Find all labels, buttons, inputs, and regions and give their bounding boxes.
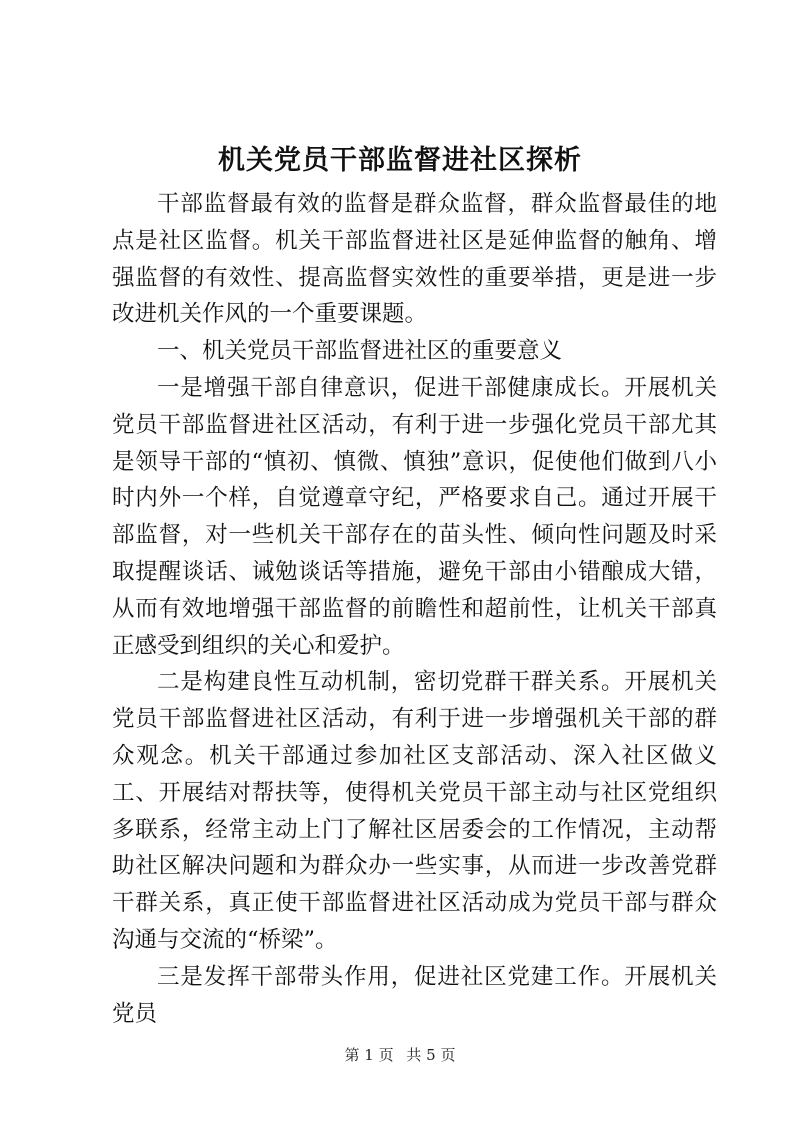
- page-number: 第 1 页: [344, 1046, 394, 1064]
- page-footer: [0, 1044, 800, 1065]
- intro-paragraph: 干部监督最有效的监督是群众监督，群众监督最佳的地点是社区监督。机关干部监督进社区是延伸监督的触角、增强监督的有效性、提高监督实效性的重要举措，更是进一步改进机关作风的一个重要课题。: [112, 191, 717, 328]
- page-total: 共 5 页: [406, 1046, 456, 1064]
- section-heading: 一、机关党员干部监督进社区的重要意义: [157, 338, 563, 365]
- document-title: 机关党员干部监督进社区探析: [218, 145, 582, 176]
- paragraph-point-two: 二是构建良性互动机制，密切党群干群关系。开展机关党员干部监督进社区活动，有利于进一步增强机关干部的群众观念。机关干部通过参加社区支部活动、深入社区做义工、开展结对帮扶等，使得机关党员干部主动与社区党组织多联系，经常主动上门了解社区居委会的工作情况，主动帮助社区解决问题和为群众办一些实事，从而进一步改善党群干群关系，真正使干部监督进社区活动成为党员干部与群众沟通与交流的“桥梁”。: [112, 669, 717, 953]
- paragraph-point-three: 三是发挥干部带头作用，促进社区党建工作。开展机关党员: [112, 963, 717, 1027]
- paragraph-point-one: 一是增强干部自律意识，促进干部健康成长。开展机关党员干部监督进社区活动，有利于进一步强化党员干部尤其是领导干部的“慎初、慎微、慎独”意识，促使他们做到八小时内外一个样，自觉遵章守纪，严格要求自己。通过开展干部监督，对一些机关干部存在的苗头性、倾向性问题及时采取提醒谈话、诫勉谈话等措施，避免干部由小错酿成大错，从而有效地增强干部监督的前瞻性和超前性，让机关干部真正感受到组织的关心和爱护。: [112, 374, 717, 659]
- document-body: [112, 186, 717, 1032]
